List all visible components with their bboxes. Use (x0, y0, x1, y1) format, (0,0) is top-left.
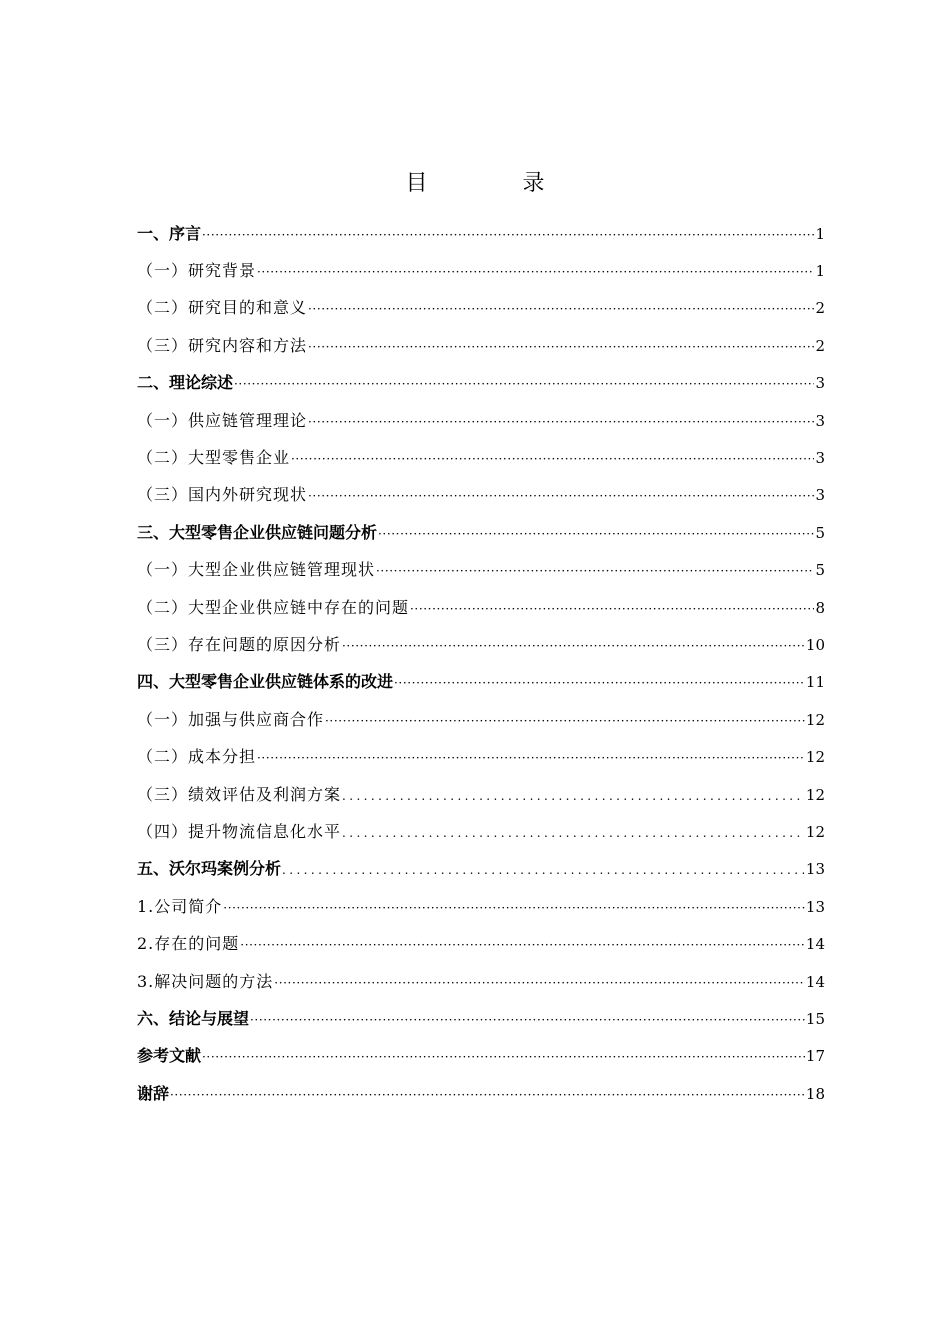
toc-entry-label: （三）国内外研究现状 (137, 485, 308, 505)
toc-entry-large-retailers[interactable] (137, 439, 825, 476)
toc-entry-label: （三）绩效评估及利润方案 (137, 784, 342, 804)
toc-entry-scm-status[interactable] (137, 552, 825, 589)
toc-entry-cause-analysis[interactable] (137, 626, 825, 663)
toc-page-number: 5 (815, 523, 825, 542)
toc-entry-label: 六、结论与展望 (137, 1008, 250, 1028)
toc-page-number: 3 (815, 374, 825, 393)
toc-page-number: 15 (805, 1009, 825, 1028)
toc-entry-label: （二）成本分担 (137, 747, 257, 767)
toc-entry-research-background[interactable] (137, 252, 825, 289)
toc-page-number: 11 (805, 673, 825, 692)
dot-leader (308, 298, 814, 318)
toc-page-number: 1 (815, 262, 825, 281)
dot-leader (291, 448, 814, 468)
toc-entry-label: （二）大型企业供应链中存在的问题 (137, 597, 410, 617)
dot-leader (308, 411, 814, 431)
dot-leader (342, 785, 805, 805)
toc-entry-label: 五、沃尔玛案例分析 (137, 859, 282, 879)
toc-entry-supplier-cooperation[interactable] (137, 701, 825, 738)
dot-leader (378, 523, 814, 543)
toc-page-number: 12 (805, 748, 825, 767)
toc-entry-conclusion[interactable] (137, 1000, 825, 1037)
toc-page-number: 13 (805, 897, 825, 916)
toc-page-number: 2 (815, 336, 825, 355)
toc-entry-label: 2.存在的问题 (137, 934, 240, 954)
toc-entry-cost-sharing[interactable] (137, 738, 825, 775)
dot-leader (342, 822, 805, 842)
dot-leader (410, 598, 814, 618)
toc-entry-solutions[interactable] (137, 963, 825, 1000)
toc-entry-label: 1.公司简介 (137, 896, 223, 916)
toc-page-number: 3 (815, 486, 825, 505)
dot-leader (240, 934, 805, 954)
toc-entry-label: （一）加强与供应商合作 (137, 709, 325, 729)
toc-entry-label: （二）研究目的和意义 (137, 298, 308, 318)
toc-entry-label: （三）研究内容和方法 (137, 335, 308, 355)
toc-page-number: 17 (805, 1047, 825, 1066)
dot-leader (257, 747, 805, 767)
table-of-contents (137, 215, 825, 1112)
toc-page-number: 18 (805, 1084, 825, 1103)
toc-entry-logistics-informatization[interactable] (137, 813, 825, 850)
toc-page-number: 2 (815, 299, 825, 318)
toc-entry-label: 谢辞 (137, 1083, 170, 1103)
dot-leader (325, 710, 805, 730)
toc-page-number: 3 (815, 411, 825, 430)
dot-leader (308, 485, 814, 505)
toc-page-number: 1 (815, 224, 825, 243)
toc-title: 目 录 (405, 171, 589, 196)
toc-entry-scm-theory[interactable] (137, 402, 825, 439)
toc-entry-label: 四、大型零售企业供应链体系的改进 (137, 672, 394, 692)
toc-entry-label: 二、理论综述 (137, 373, 234, 393)
toc-entry-research-status[interactable] (137, 477, 825, 514)
toc-entry-label: 参考文献 (137, 1046, 202, 1066)
toc-entry-acknowledgements[interactable] (137, 1075, 825, 1112)
toc-entry-research-methods[interactable] (137, 327, 825, 364)
dot-leader (342, 635, 805, 655)
dot-leader (274, 972, 805, 992)
toc-page-number: 13 (805, 860, 825, 879)
toc-entry-theory-review[interactable] (137, 365, 825, 402)
toc-entry-label: （一）研究背景 (137, 261, 257, 281)
dot-leader (223, 897, 805, 917)
dot-leader (257, 261, 814, 281)
toc-entry-label: 一、序言 (137, 223, 202, 243)
toc-entry-preface[interactable] (137, 215, 825, 252)
toc-entry-label: （一）供应链管理理论 (137, 410, 308, 430)
toc-entry-label: 3.解决问题的方法 (137, 971, 274, 991)
dot-leader (202, 1046, 805, 1066)
toc-entry-label: （三）存在问题的原因分析 (137, 634, 342, 654)
toc-page-number: 14 (805, 935, 825, 954)
dot-leader (170, 1084, 805, 1104)
dot-leader (234, 373, 814, 393)
dot-leader (250, 1009, 805, 1029)
toc-entry-research-purpose[interactable] (137, 290, 825, 327)
toc-entry-label: （四）提升物流信息化水平 (137, 821, 342, 841)
toc-page-number: 12 (805, 785, 825, 804)
toc-entry-walmart-case[interactable] (137, 851, 825, 888)
dot-leader (282, 859, 805, 879)
toc-entry-case-problems[interactable] (137, 925, 825, 962)
toc-entry-label: （二）大型零售企业 (137, 448, 291, 468)
toc-entry-company-profile[interactable] (137, 888, 825, 925)
toc-entry-existing-problems[interactable] (137, 589, 825, 626)
toc-entry-references[interactable] (137, 1038, 825, 1075)
toc-entry-label: 三、大型零售企业供应链问题分析 (137, 522, 378, 542)
dot-leader (394, 672, 805, 692)
toc-page-number: 5 (815, 561, 825, 580)
toc-page-number: 12 (805, 710, 825, 729)
toc-page-number: 10 (805, 635, 825, 654)
toc-entry-label: （一）大型企业供应链管理现状 (137, 560, 376, 580)
toc-page-number: 8 (815, 598, 825, 617)
dot-leader (376, 560, 814, 580)
toc-page-number: 14 (805, 972, 825, 991)
toc-entry-system-improvement[interactable] (137, 664, 825, 701)
toc-entry-performance-evaluation[interactable] (137, 776, 825, 813)
toc-entry-problem-analysis[interactable] (137, 514, 825, 551)
dot-leader (308, 336, 814, 356)
toc-page-number: 12 (805, 822, 825, 841)
dot-leader (202, 224, 814, 244)
toc-page-number: 3 (815, 449, 825, 468)
